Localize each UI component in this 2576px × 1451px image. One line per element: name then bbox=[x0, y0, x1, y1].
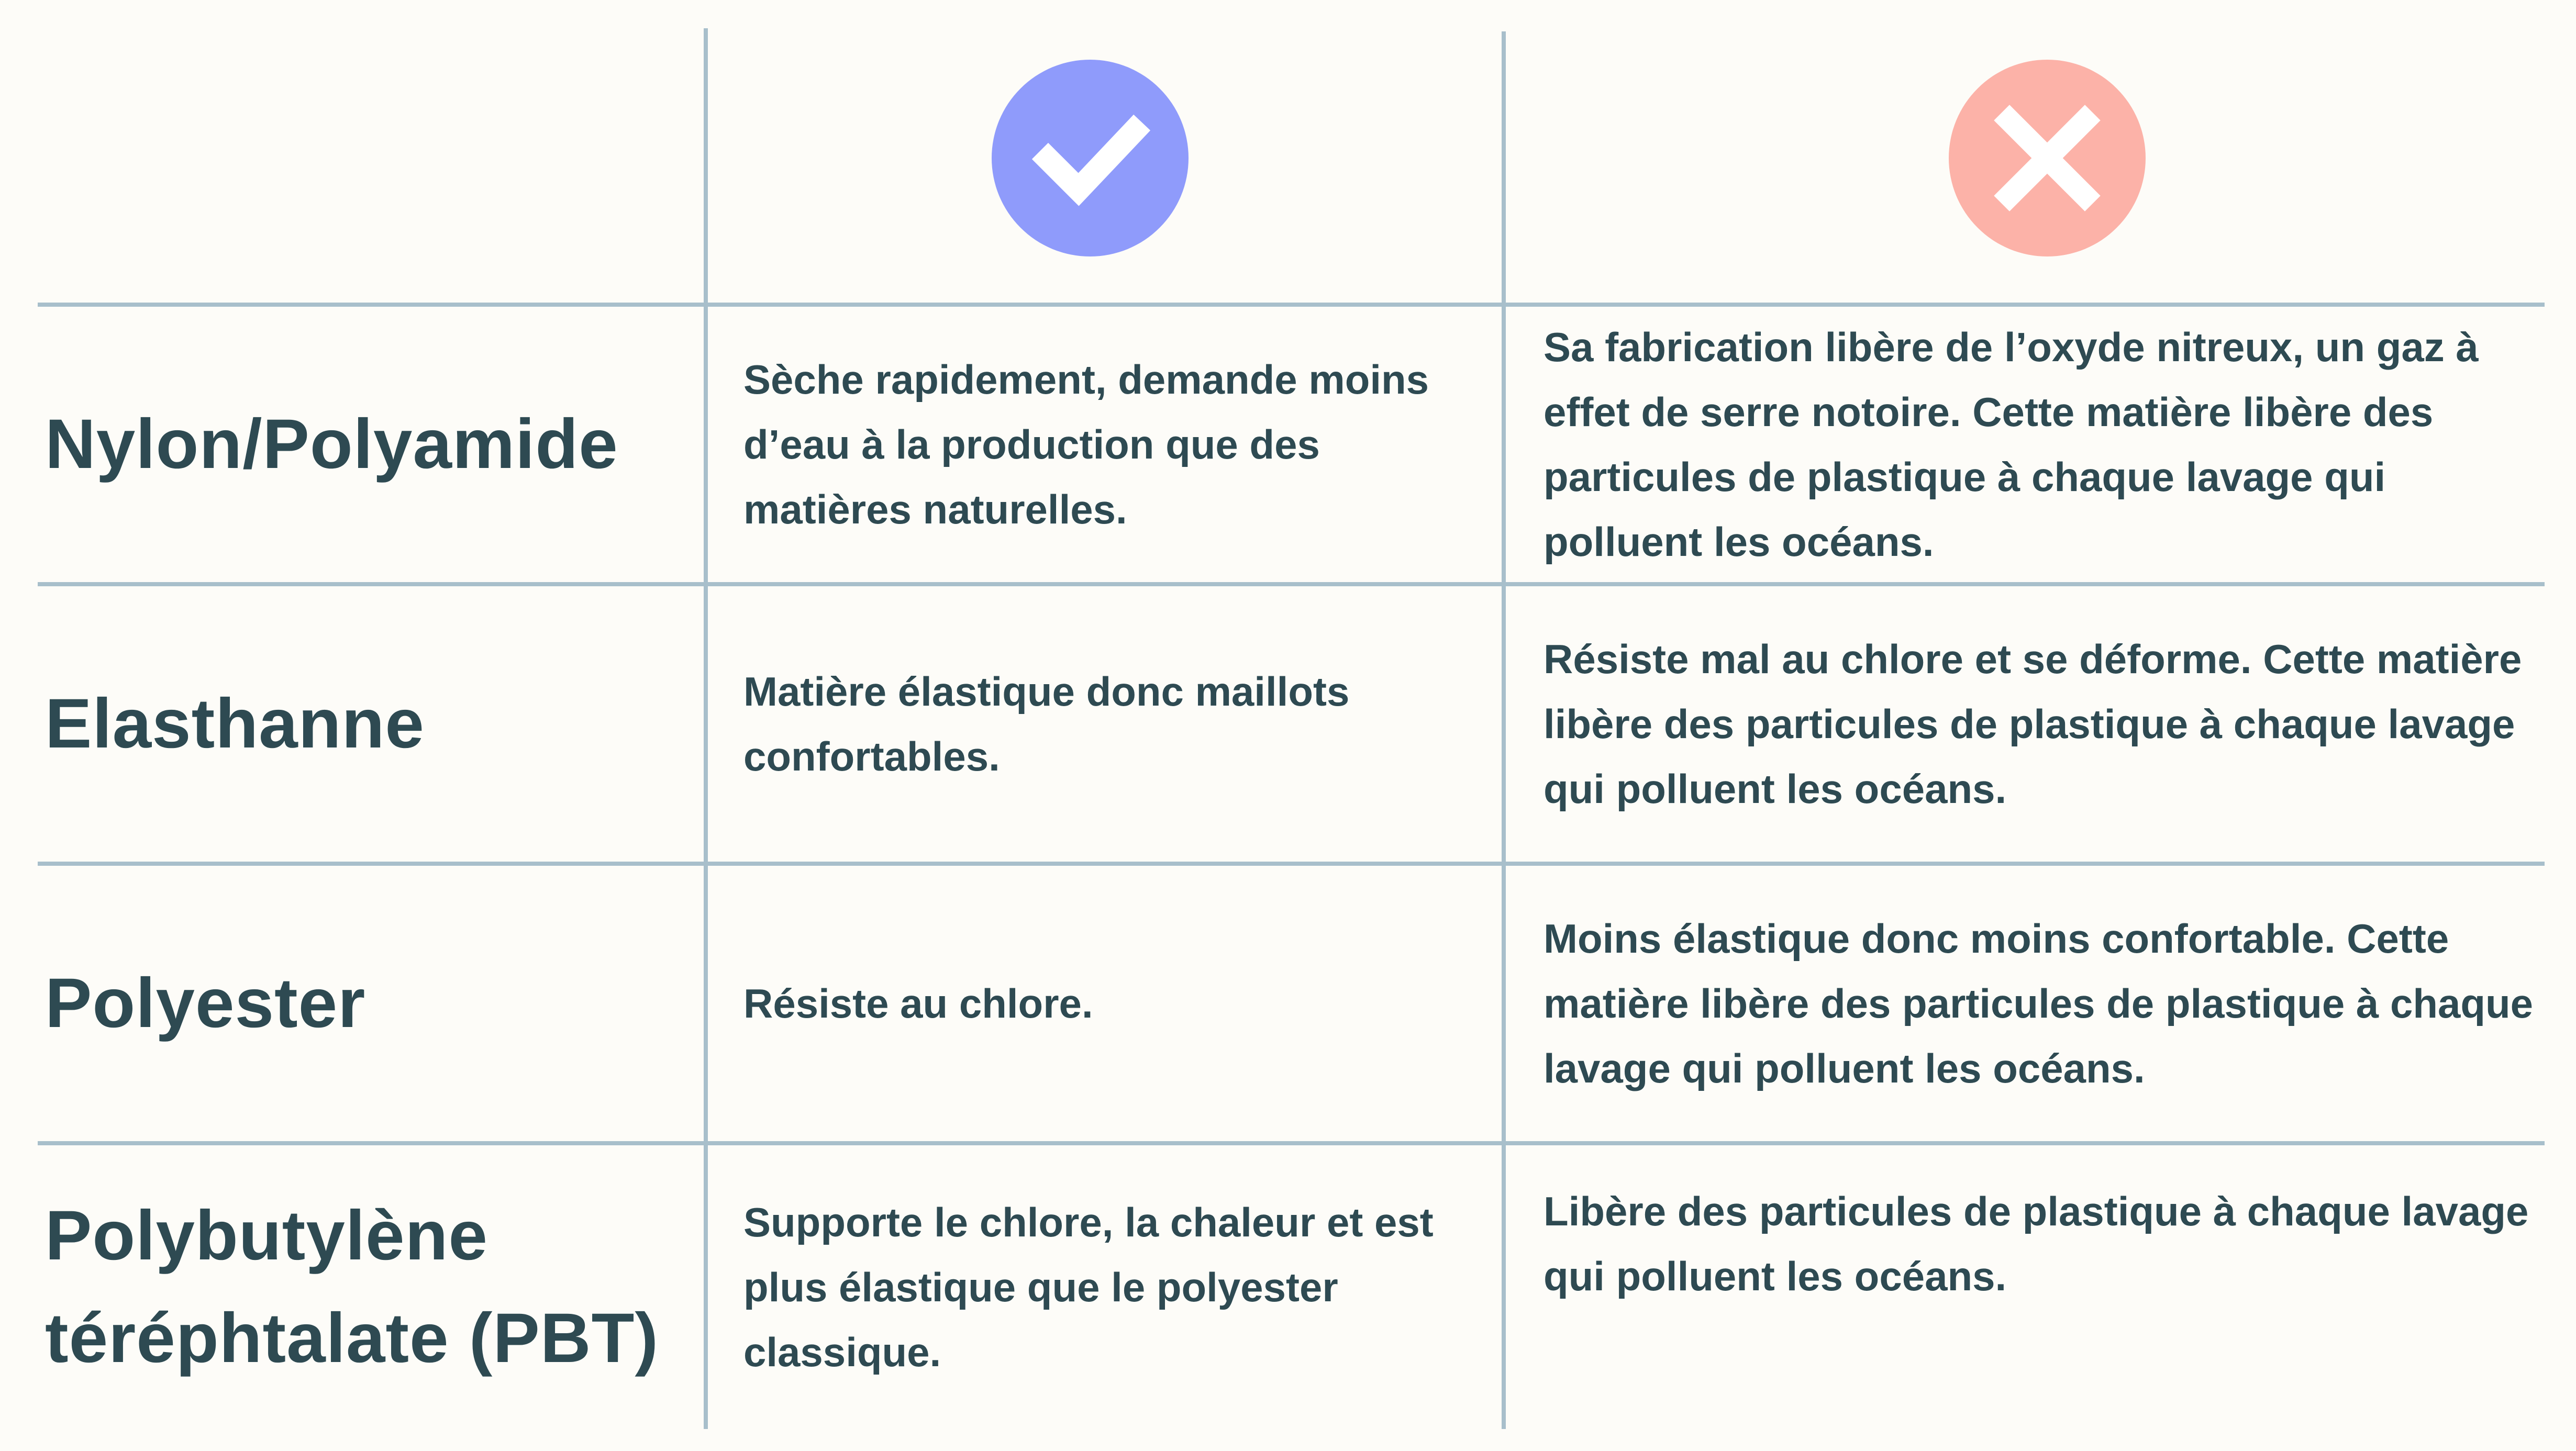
cons-cell-row-3 bbox=[1544, 866, 2545, 1141]
row-divider-2 bbox=[38, 862, 2545, 866]
pros-cell-row-1 bbox=[743, 307, 1497, 582]
pros-cell-row-2 bbox=[743, 586, 1497, 862]
material-label-row-4 bbox=[45, 1145, 694, 1429]
pros-header-check-icon bbox=[992, 60, 1189, 256]
cons-text: Moins élastique donc moins confortable. Cette matière libère des particules de plastique à chaque lavage qui polluent les océans. bbox=[1544, 916, 2534, 1091]
material-label-row-1 bbox=[45, 307, 694, 582]
column-divider-2 bbox=[1502, 31, 1506, 1429]
cons-header-cross-icon bbox=[1949, 60, 2146, 256]
material-name: Nylon/Polyamide bbox=[45, 405, 618, 483]
cons-cell-row-1 bbox=[1544, 307, 2545, 582]
pros-cell-row-3 bbox=[743, 866, 1497, 1141]
cross-icon bbox=[1949, 60, 2146, 256]
cons-cell-row-4 bbox=[1544, 1145, 2545, 1342]
cons-text: Résiste mal au chlore et se déforme. Cette matière libère des particules de plastique à chaque lavage qui polluent les océans. bbox=[1544, 636, 2522, 812]
pros-text: Résiste au chlore. bbox=[743, 980, 1093, 1026]
row-divider-1 bbox=[38, 582, 2545, 586]
material-name: Polyester bbox=[45, 964, 366, 1042]
cons-text: Libère des particules de plastique à chaque lavage qui polluent les océans. bbox=[1544, 1188, 2529, 1299]
row-divider-3 bbox=[38, 1141, 2545, 1145]
row-divider-header bbox=[38, 303, 2545, 307]
pros-text: Supporte le chlore, la chaleur et est plus élastique que le polyester classique. bbox=[743, 1199, 1434, 1375]
material-name: Elasthanne bbox=[45, 685, 425, 763]
pros-cell-row-4 bbox=[743, 1145, 1497, 1429]
material-label-row-3 bbox=[45, 866, 694, 1141]
pros-text: Matière élastique donc maillots confortables. bbox=[743, 668, 1350, 779]
pros-text: Sèche rapidement, demande moins d’eau à la production que des matières naturelles. bbox=[743, 356, 1429, 532]
check-icon bbox=[992, 60, 1189, 256]
cons-cell-row-2 bbox=[1544, 586, 2545, 862]
column-divider-1 bbox=[704, 28, 708, 1429]
material-label-row-2 bbox=[45, 586, 694, 862]
material-name: Polybutylène téréphtalate (PBT) bbox=[45, 1197, 659, 1377]
cons-text: Sa fabrication libère de l’oxyde nitreux, un gaz à effet de serre notoire. Cette matière libère des particules de plastique à chaque lavage qui polluent les océans. bbox=[1544, 324, 2479, 565]
